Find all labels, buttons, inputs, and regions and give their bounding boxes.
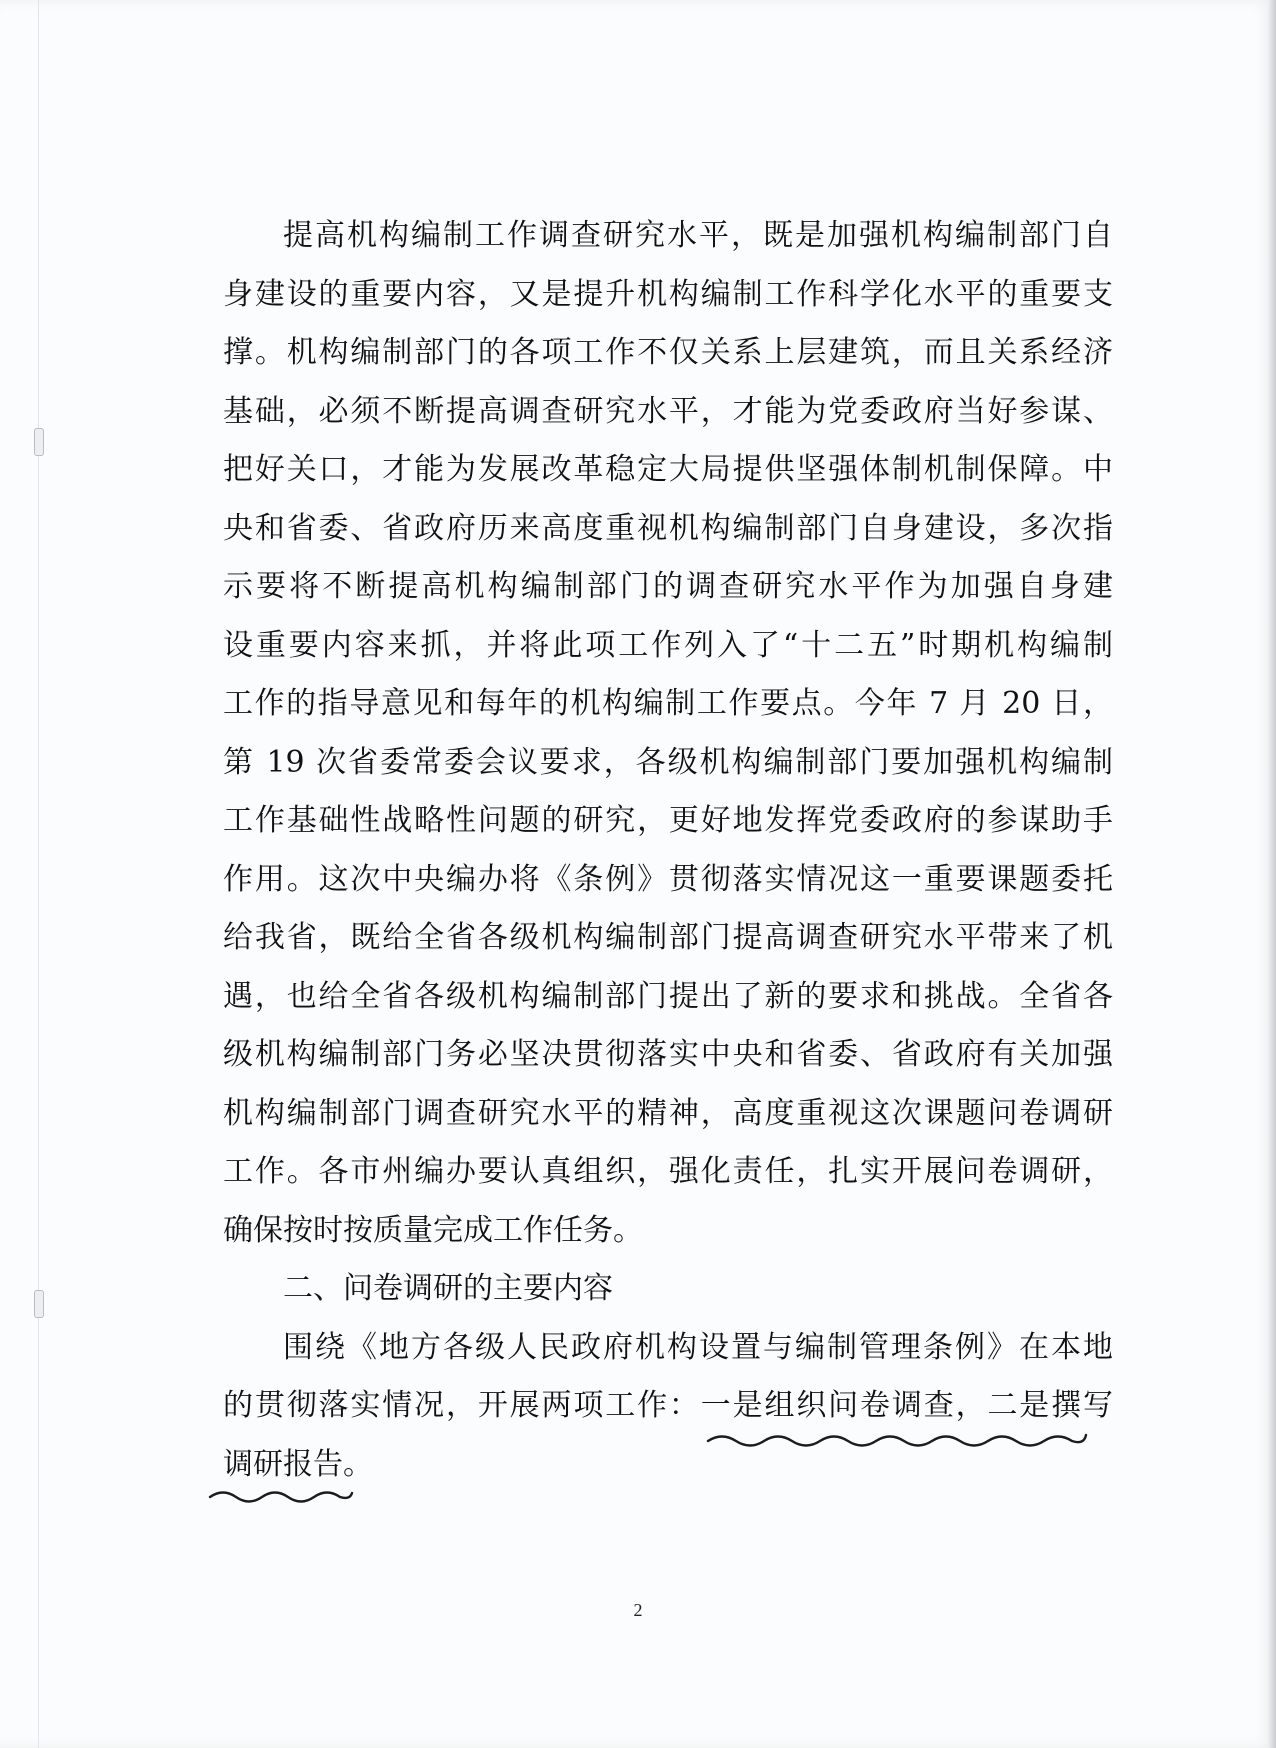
page-number: 2 [633, 1600, 643, 1620]
paragraph-line: 把好关口，才能为发展改革稳定大局提供坚强体制机制保障。中 [223, 452, 1113, 487]
section-heading: 二、问卷调研的主要内容 [283, 1271, 613, 1306]
paragraph-line: 第 19 次省委常委会议要求，各级机构编制部门要加强机构编制 [223, 744, 1113, 780]
paragraph-line: 央和省委、省政府历来高度重视机构编制部门自身建设，多次指 [223, 510, 1113, 546]
paragraph-line: 撑。机构编制部门的各项工作不仅关系上层建筑，而且关系经济 [223, 335, 1113, 370]
paragraph-line: 基础，必须不断提高调查研究水平，才能为党委政府当好参谋、 [223, 393, 1113, 429]
paragraph-line: 工作基础性战略性问题的研究，更好地发挥党委政府的参谋助手 [223, 803, 1113, 838]
paragraph-line: 提高机构编制工作调查研究水平，既是加强机构编制部门自 [283, 218, 1113, 253]
paragraph-line: 调研报告。 [223, 1446, 373, 1482]
paragraph-line: 机构编制部门调查研究水平的精神，高度重视这次课题问卷调研 [223, 1095, 1113, 1131]
paragraph-line: 设重要内容来抓，并将此项工作列入了“十二五”时期机构编制 [223, 627, 1113, 663]
paragraph-line: 工作的指导意见和每年的机构编制工作要点。今年 7 月 20 日， [223, 686, 1113, 721]
paragraph-line: 工作。各市州编办要认真组织，强化责任，扎实开展问卷调研， [223, 1154, 1113, 1189]
paragraph-line: 的贯彻落实情况，开展两项工作：一是组织问卷调查，二是撰写 [223, 1388, 1113, 1423]
page-fold-line [38, 0, 39, 1748]
binding-staple-icon [34, 428, 44, 456]
paragraph-line: 给我省，既给全省各级机构编制部门提高调查研究水平带来了机 [223, 920, 1113, 955]
document-body [223, 207, 1113, 1494]
binding-staple-icon [34, 1290, 44, 1318]
paragraph-line: 身建设的重要内容，又是提升机构编制工作科学化水平的重要支 [223, 276, 1113, 312]
paragraph-line: 作用。这次中央编办将《条例》贯彻落实情况这一重要课题委托 [223, 861, 1113, 897]
paragraph-line: 级机构编制部门务必坚决贯彻落实中央和省委、省政府有关加强 [223, 1037, 1113, 1072]
paragraph-line: 确保按时按质量完成工作任务。 [223, 1212, 643, 1248]
paragraph-line: 示要将不断提高机构编制部门的调查研究水平作为加强自身建 [223, 569, 1113, 604]
page-right-edge-shadow [1268, 0, 1276, 1748]
paragraph-line: 围绕《地方各级人民政府机构设置与编制管理条例》在本地 [283, 1329, 1113, 1365]
paragraph-line: 遇，也给全省各级机构编制部门提出了新的要求和挑战。全省各 [223, 978, 1113, 1014]
